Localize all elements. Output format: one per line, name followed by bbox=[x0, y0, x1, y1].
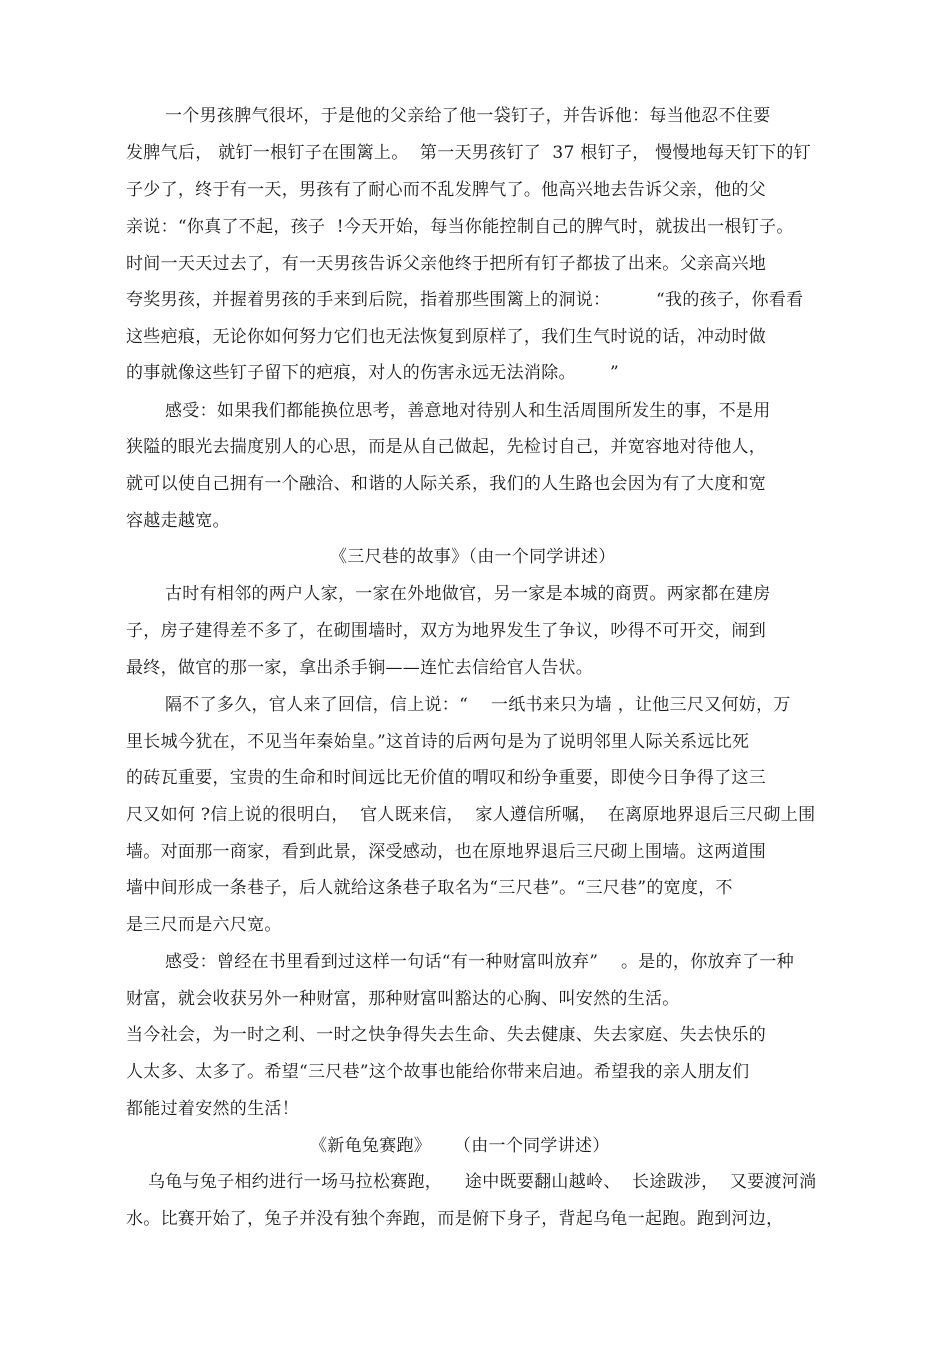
text-line: 乌龟与兔子相约进行一场马拉松赛跑， 途中既要翻山越岭、 长途跋涉， 又要渡河淌 bbox=[148, 1172, 817, 1192]
text-line: 是三尺而是六尺宽。 bbox=[126, 915, 282, 935]
text-line: 容越走越宽。 bbox=[126, 511, 230, 531]
text-line: 亲说：“你真了不起，孩子 !今天开始，每当你能控制自己的脾气时，就拔出一根钉子。 bbox=[126, 217, 794, 237]
text-line: 就可以使自己拥有一个融洽、和谐的人际关系，我们的人生路也会因为有了大度和宽 bbox=[126, 474, 767, 494]
text-line: 水。比赛开始了，兔子并没有独个奔跑，而是俯下身子，背起乌龟一起跑。跑到河边， bbox=[126, 1209, 784, 1229]
text-line: 隔不了多久，官人来了回信，信上说：“ 一纸书来只为墙 ，让他三尺又何妨，万 bbox=[165, 695, 791, 715]
text-line: 这些疤痕，无论你如何努力它们也无法恢复到原样了，我们生气时说的话，冲动时做 bbox=[126, 327, 767, 347]
text-line: 墙中间形成一条巷子，后人就给这条巷子取名为“三尺巷”。“三尺巷”的宽度，不 bbox=[126, 878, 733, 898]
text-line: 古时有相邻的两户人家，一家在外地做官，另一家是本城的商贾。两家都在建房 bbox=[165, 584, 771, 604]
text-line: 尺又如何 ?信上说的很明白， 官人既来信， 家人遵信所嘱， 在离原地界退后三尺砌上围 bbox=[126, 805, 816, 825]
text-line: 的砖瓦重要，宝贵的生命和时间远比无价值的喟叹和纷争重要，即使今日争得了这三 bbox=[126, 768, 767, 788]
text-line: 子少了，终于有一天，男孩有了耐心而不乱发脾气了。他高兴地去告诉父亲，他的父 bbox=[126, 180, 767, 200]
text-line: 当今社会，为一时之利、一时之快争得失去生命、失去健康、失去家庭、失去快乐的 bbox=[126, 1025, 767, 1045]
text-line: 发脾气后， 就钉一根钉子在围篱上。 第一天男孩钉了 37 根钉子， 慢慢地每天钉下的钉 bbox=[126, 143, 811, 163]
text-line: 一个男孩脾气很坏，于是他的父亲给了他一袋钉子，并告诉他：每当他忍不住要 bbox=[165, 106, 771, 126]
text-line: 里长城今犹在，不见当年秦始皇。”这首诗的后两句是为了说明邻里人际关系远比死 bbox=[126, 732, 750, 752]
text-line: 财富，就会收获另外一种财富，那种财富叫豁达的心胸、叫安然的生活。 bbox=[126, 989, 680, 1009]
text-line: 都能过着安然的生活！ bbox=[126, 1099, 299, 1119]
text-line: 感受：如果我们都能换位思考，善意地对待别人和生活周围所发生的事，不是用 bbox=[165, 401, 771, 421]
text-line: 夸奖男孩，并握着男孩的手来到后院，指着那些围篱上的洞说： “我的孩子，你看看 bbox=[126, 290, 804, 310]
story3-title: 《新龟兔赛跑》 （由一个同学讲述） bbox=[310, 1136, 610, 1156]
text-line: 最终，做官的那一家，拿出杀手锏——连忙去信给官人告状。 bbox=[126, 658, 594, 678]
text-line: 的事就像这些钉子留下的疤痕，对人的伤害永远无法消除。 ” bbox=[126, 363, 620, 383]
text-line: 感受：曾经在书里看到过这样一句话“有一种财富叫放弃” 。是的，你放弃了一种 bbox=[165, 952, 794, 972]
text-line: 墙。对面那一商家，看到此景，深受感动，也在原地界退后三尺砌上围墙。这两道围 bbox=[126, 842, 767, 862]
text-line: 人太多、太多了。希望“三尺巷”这个故事也能给你带来启迪。希望我的亲人朋友们 bbox=[126, 1062, 750, 1082]
text-line: 子，房子建得差不多了，在砌围墙时，双方为地界发生了争议，吵得不可开交，闹到 bbox=[126, 621, 767, 641]
story2-title: 《三尺巷的故事》（由一个同学讲述） bbox=[330, 547, 616, 567]
text-line: 时间一天天过去了，有一天男孩告诉父亲他终于把所有钉子都拔了出来。父亲高兴地 bbox=[126, 254, 767, 274]
text-line: 狭隘的眼光去揣度别人的心思，而是从自己做起，先检讨自己，并宽容地对待他人， bbox=[126, 437, 767, 457]
